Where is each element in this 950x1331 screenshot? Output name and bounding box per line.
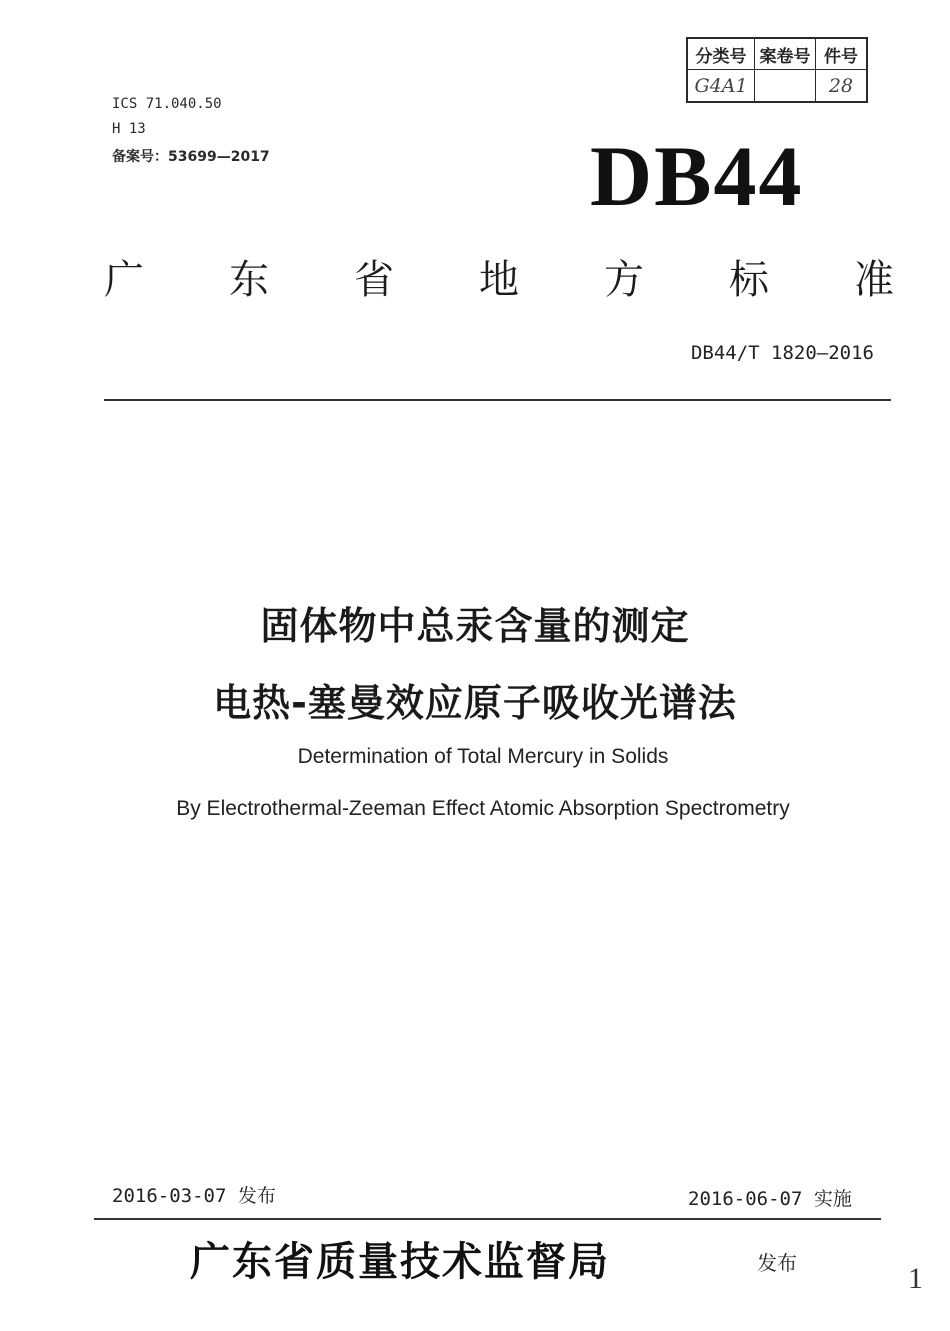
stamp-value-category: G4A1 xyxy=(688,70,755,101)
title-en-line2: By Electrothermal-Zeeman Effect Atomic Absorption Spectrometry xyxy=(176,797,790,820)
standard-category xyxy=(104,248,894,305)
stamp-header-item: 件号 xyxy=(816,39,866,70)
standard-code: DB44 xyxy=(590,128,804,224)
title-cn-line2: 电热-塞曼效应原子吸收光谱法 xyxy=(213,681,737,725)
bottom-divider xyxy=(94,1218,881,1220)
title-cn-line1: 固体物中总汞含量的测定 xyxy=(260,604,690,648)
filing-number: 备案号：53699—2017 xyxy=(112,149,270,165)
stamp-header-category: 分类号 xyxy=(688,39,755,70)
effective-date: 2016-06-07 实施 xyxy=(688,1188,852,1210)
category-char: 东 xyxy=(229,257,269,303)
ccs-code: H 13 xyxy=(112,121,146,137)
archive-stamp xyxy=(686,37,868,103)
stamp-value-file xyxy=(755,70,816,101)
category-char: 省 xyxy=(354,257,394,303)
page-number: 1 xyxy=(908,1262,923,1295)
category-char: 地 xyxy=(479,257,519,303)
ics-code: ICS 71.040.50 xyxy=(112,96,222,112)
category-char: 准 xyxy=(854,257,894,303)
stamp-header-file: 案卷号 xyxy=(755,39,816,70)
stamp-value-item: 28 xyxy=(828,74,854,97)
category-char: 广 xyxy=(104,257,144,303)
top-divider xyxy=(104,399,891,401)
issuer-name: 广东省质量技术监督局 xyxy=(190,1238,610,1285)
category-char: 标 xyxy=(729,257,769,303)
standard-number: DB44/T 1820—2016 xyxy=(690,342,874,364)
issuer-verb: 发布 xyxy=(757,1251,797,1275)
category-char: 方 xyxy=(604,257,644,303)
title-en-line1: Determination of Total Mercury in Solids xyxy=(297,745,669,768)
issue-date: 2016-03-07 发布 xyxy=(112,1185,276,1207)
